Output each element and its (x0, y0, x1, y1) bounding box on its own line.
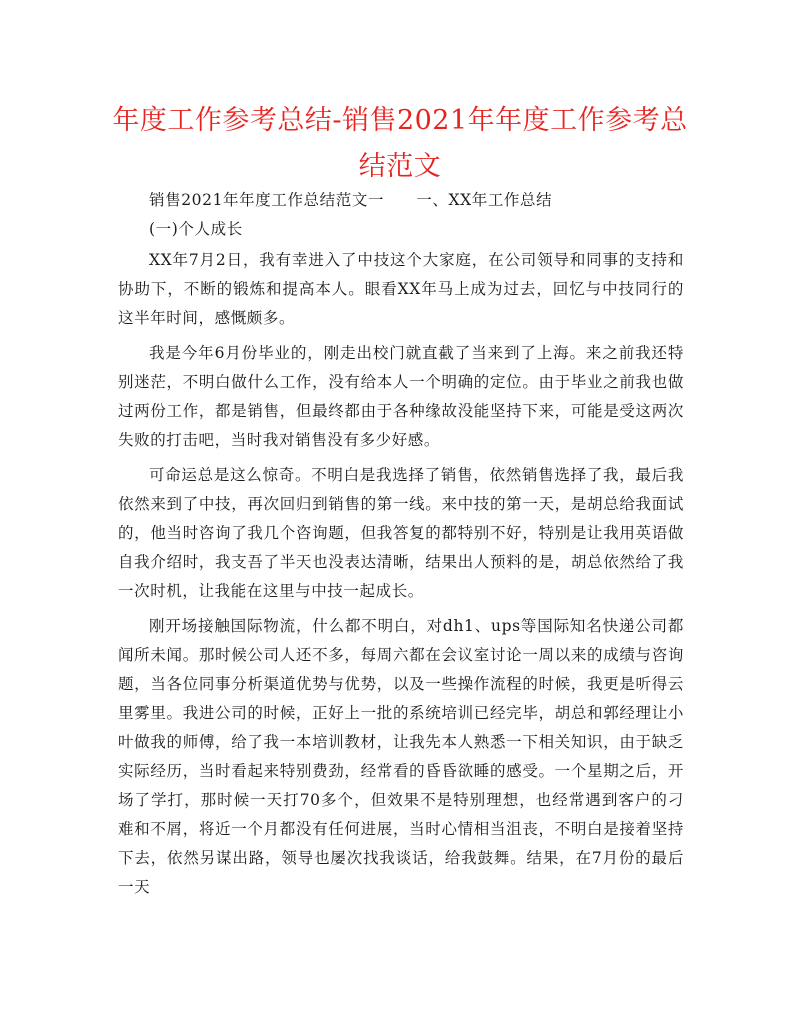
section-heading: (一)个人成长 (149, 220, 243, 238)
paragraph-4: 刚开场接触国际物流，什么都不明白，对dh1、ups等国际知名快递公司都闻所未闻。那时候公司人还不多，每周六都在会议室讨论一周以来的成绩与咨询题，当各位同事分析渠道优势与优势，以及一些操作流程的时候，我更是听得云里雾里。我进公司的时候，正好上一批的系统培训已经完毕，胡总和郭经理让小叶做我的师傅，给了我一本培训教材，让我先本人熟悉一下相关知识，由于缺乏实际经历，当时看起来特别费劲，经常看的昏昏欲睡的感受。一个星期之后，开场了学打，那时候一天打70多个，但效果不是特别理想，也经常遇到客户的刁难和不屑，将近一个月都没有任何进展，当时心情相当沮丧，不明白是接着坚持下去，依然另谋出路，领导也屡次找我谈话，给我鼓舞。结果，在7月份的最后一天 (118, 617, 684, 896)
document-title: 年度工作参考总结-销售2021年年度工作参考总结范文 (112, 105, 688, 182)
document-body (118, 186, 684, 902)
paragraph-3: 可命运总是这么惊奇。不明白是我选择了销售，依然销售选择了我，最后我依然来到了中技，再次回归到销售的第一线。来中技的第一天，是胡总给我面试的，他当时咨询了我几个咨询题，但我答复的都特别不好，特别是让我用英语做自我介绍时，我支吾了半天也没表达清晰，结果出人预料的是，胡总依然给了我一次时机，让我能在这里与中技一起成长。 (118, 466, 684, 600)
intro-line: 销售2021年年度工作总结范文一 一、XX年工作总结 (149, 191, 553, 209)
paragraph-2: 我是今年6月份毕业的，刚走出校门就直截了当来到了上海。来之前我还特别迷茫，不明白做什么工作，没有给本人一个明确的定位。由于毕业之前我也做过两份工作，都是销售，但最终都由于各种缘故没能坚持下来，可能是受这两次失败的打击吧，当时我对销售没有多少好感。 (118, 344, 684, 449)
paragraph-1: XX年7月2日，我有幸进入了中技这个大家庭，在公司领导和同事的支持和协助下，不断的锻炼和提高本人。眼看XX年马上成为过去，回忆与中技同行的这半年时间，感慨颇多。 (118, 251, 684, 327)
